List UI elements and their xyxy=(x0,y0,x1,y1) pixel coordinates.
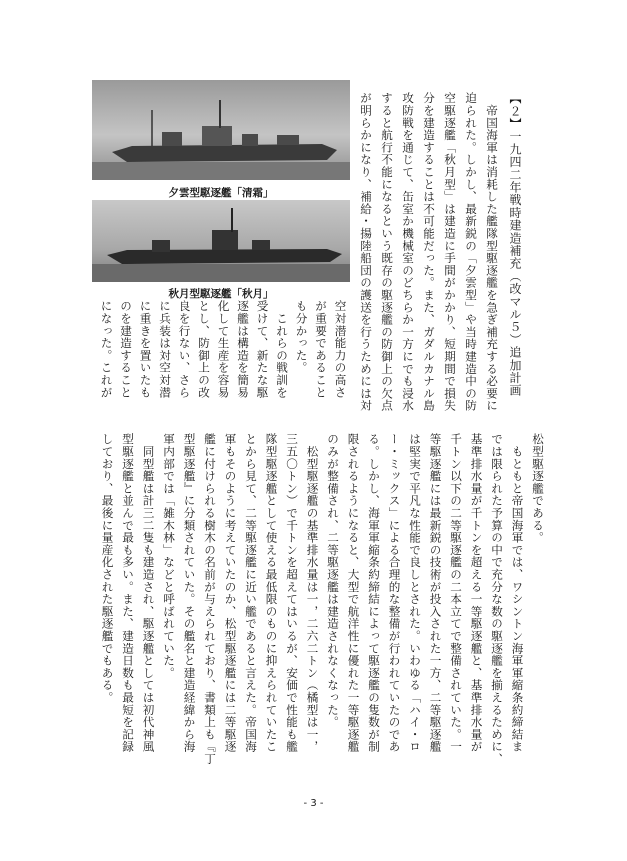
text-column: も分かった。 xyxy=(294,300,309,374)
text-column: 良を行ない、さら xyxy=(177,300,192,399)
text-column: とから見て、二等駆逐艦に近い艦であると言えた。帝国海 xyxy=(244,433,258,753)
text-column: 軍もそのように考えていたのか、松型駆逐艦には二等駆逐 xyxy=(223,433,238,753)
text-column: 軍内部では「雑木林」などと呼ばれていた。 xyxy=(162,433,176,679)
text-column: は堅実で平凡な性能で良しとされた。いわゆる「ハイ・ロ xyxy=(408,433,422,753)
text-column: 三五〇トン）で千トンを超えてはいるが、安価で性能も艦 xyxy=(285,433,299,753)
text-column: ー・ミックス」による合理的な整備が行われていたのであ xyxy=(387,433,402,753)
text-column: 艦に付けられる樹木の名前が与えられており、書類上も『丁 xyxy=(203,433,217,766)
section-heading: 【２】一九四二年戦時建造補充（改マル５）追加計画 xyxy=(508,92,522,397)
destroyer-silhouette-icon xyxy=(92,200,350,282)
text-column: 化して生産を容易 xyxy=(216,300,231,399)
text-column: る。しかし、海軍軍縮条約締結によって駆逐艦の隻数が制 xyxy=(367,433,381,753)
text-column: 型駆逐艦』に分類されていた。その艦名と建造経緯から海 xyxy=(182,433,197,753)
photo-kiyoshimo xyxy=(92,80,350,180)
text-column: 型駆逐艦と並んで最も多い。また、建造日数も最短を記録 xyxy=(121,433,135,753)
text-column: では限られた予算の中で充分な数の駆逐艦を揃えるために、 xyxy=(490,433,504,766)
photo-caption: 秋月型駆逐艦「秋月」 xyxy=(168,288,274,300)
text-column: 同型艦は計三二隻も建造され、駆逐艦としては初代神風 xyxy=(141,433,156,753)
text-column: 限されるようになると、大型で航洋性に優れた一等駆逐艦 xyxy=(346,433,361,753)
text-column: 受けて、新たな駆 xyxy=(255,300,270,399)
text-column: 逐艦は構造を簡易 xyxy=(236,300,250,399)
top-text-block xyxy=(350,92,521,422)
destroyer-silhouette-icon xyxy=(92,80,350,180)
text-column: 等駆逐艦には最新鋭の技術が投入された一方、二等駆逐艦 xyxy=(428,433,443,753)
text-column: すると航行不能になるという既存の駆逐艦の防御上の欠点 xyxy=(380,92,394,412)
text-column: 分を建造することは不可能だった。また、ガダルカナル島 xyxy=(422,92,436,412)
page-number: - 3 - xyxy=(303,798,324,809)
text-column: もともと帝国海軍では、ワシントン海軍軍縮条約締結ま xyxy=(510,433,525,753)
text-column: 基準排水量が千トンを超える一等駆逐艦と、基準排水量が xyxy=(469,433,484,753)
text-column: 空駆逐艦「秋月型」は建造に手間がかかり、短期間で損失 xyxy=(443,92,457,412)
text-column: 隊型駆逐艦として使える最低限のものに抑えられていたこ xyxy=(264,433,279,753)
text-column: に兵装は対空対潜 xyxy=(158,300,172,399)
text-column: とし、防御上の改 xyxy=(197,300,211,399)
text-column: に重きを置いたも xyxy=(138,300,153,399)
text-column: になった。これが xyxy=(99,300,114,399)
text-column: 松型駆逐艦である。 xyxy=(531,433,545,544)
text-column: のみが整備され、二等駆逐艦は建造されなくなった。 xyxy=(326,433,340,729)
text-column: 松型駆逐艦の基準排水量は一，二六二トン（橘型は一， xyxy=(305,433,320,753)
text-column: のを建造すること xyxy=(119,300,133,399)
text-column: 空対潜能力の高さ xyxy=(333,300,348,399)
photo-akizuki xyxy=(92,200,350,282)
text-column: これらの戦訓を xyxy=(275,300,289,399)
text-column: が重要であること xyxy=(314,300,328,399)
text-column: しており、最後に量産化された駆逐艦でもある。 xyxy=(100,433,115,704)
left-text-block xyxy=(92,300,346,420)
text-column: 攻防戦を通じて、缶室か機械室のどちらか一方にでも浸水 xyxy=(401,92,415,412)
photo-caption: 夕雲型駆逐艦「清霜」 xyxy=(168,187,274,199)
text-column: 迫られた。しかし、最新鋭の「夕雲型」や当時建造中の防 xyxy=(464,92,478,412)
text-column: が明らかになり、補給・揚陸船団の護送を行うためには対 xyxy=(359,92,373,412)
text-column: 帝国海軍は消耗した艦隊型駆逐艦を急ぎ補充する必要に xyxy=(485,92,499,412)
text-column: 千トン以下の二等駆逐艦の二本立てで整備されていた。一 xyxy=(449,433,463,753)
bottom-text-block xyxy=(92,433,545,766)
